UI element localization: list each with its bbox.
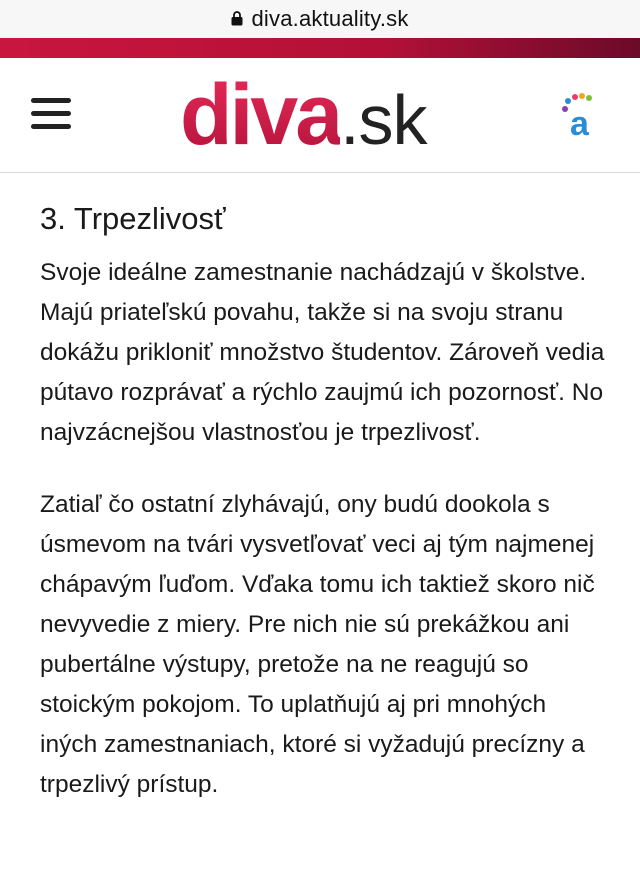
hamburger-icon-line bbox=[31, 124, 71, 129]
article-content bbox=[40, 175, 610, 805]
article-paragraph: Svoje ideálne zamestnanie nachádzajú v školstve. Majú priateľskú povahu, takže si na svoju stranu dokážu prikloniť množstvo študentov. Zároveň vedia pútavo rozprávať a rýchlo zaujmú ich pozornosť. No najvzácnejšou vlastnosťou je trpezlivosť. bbox=[40, 259, 605, 446]
url-text: diva.aktuality.sk bbox=[251, 6, 409, 31]
logo-suffix-text: .sk bbox=[340, 81, 427, 159]
diva-logo[interactable] bbox=[180, 67, 427, 163]
browser-address-bar[interactable] bbox=[0, 0, 640, 38]
article-paragraph: Zatiaľ čo ostatní zlyhávajú, ony budú dookola s úsmevom na tvári vysvetľovať veci aj tým najmenej chápavým ľuďom. Vďaka tomu ich taktiež skoro nič nevyvedie z miery. Pre nich nie sú prekážkou ani pubertálne výstupy, pretože na ne reagujú so stoickým pokojom. To uplatňujú aj pri mnohých iných zamestnaniach, ktoré si vyžadujú precízny a trpezlivý prístup. bbox=[40, 491, 595, 798]
logo-main-text: diva bbox=[180, 67, 341, 163]
section-heading: 3. Trpezlivosť bbox=[40, 201, 226, 236]
site-header bbox=[0, 58, 640, 173]
hamburger-icon-line bbox=[31, 111, 71, 116]
aktuality-logo-icon[interactable] bbox=[559, 92, 603, 138]
aktuality-logo-letter: a bbox=[570, 105, 589, 138]
menu-button[interactable] bbox=[31, 98, 71, 132]
brand-accent-bar bbox=[0, 38, 640, 58]
hamburger-icon-line bbox=[31, 98, 71, 103]
lock-icon bbox=[231, 11, 243, 26]
